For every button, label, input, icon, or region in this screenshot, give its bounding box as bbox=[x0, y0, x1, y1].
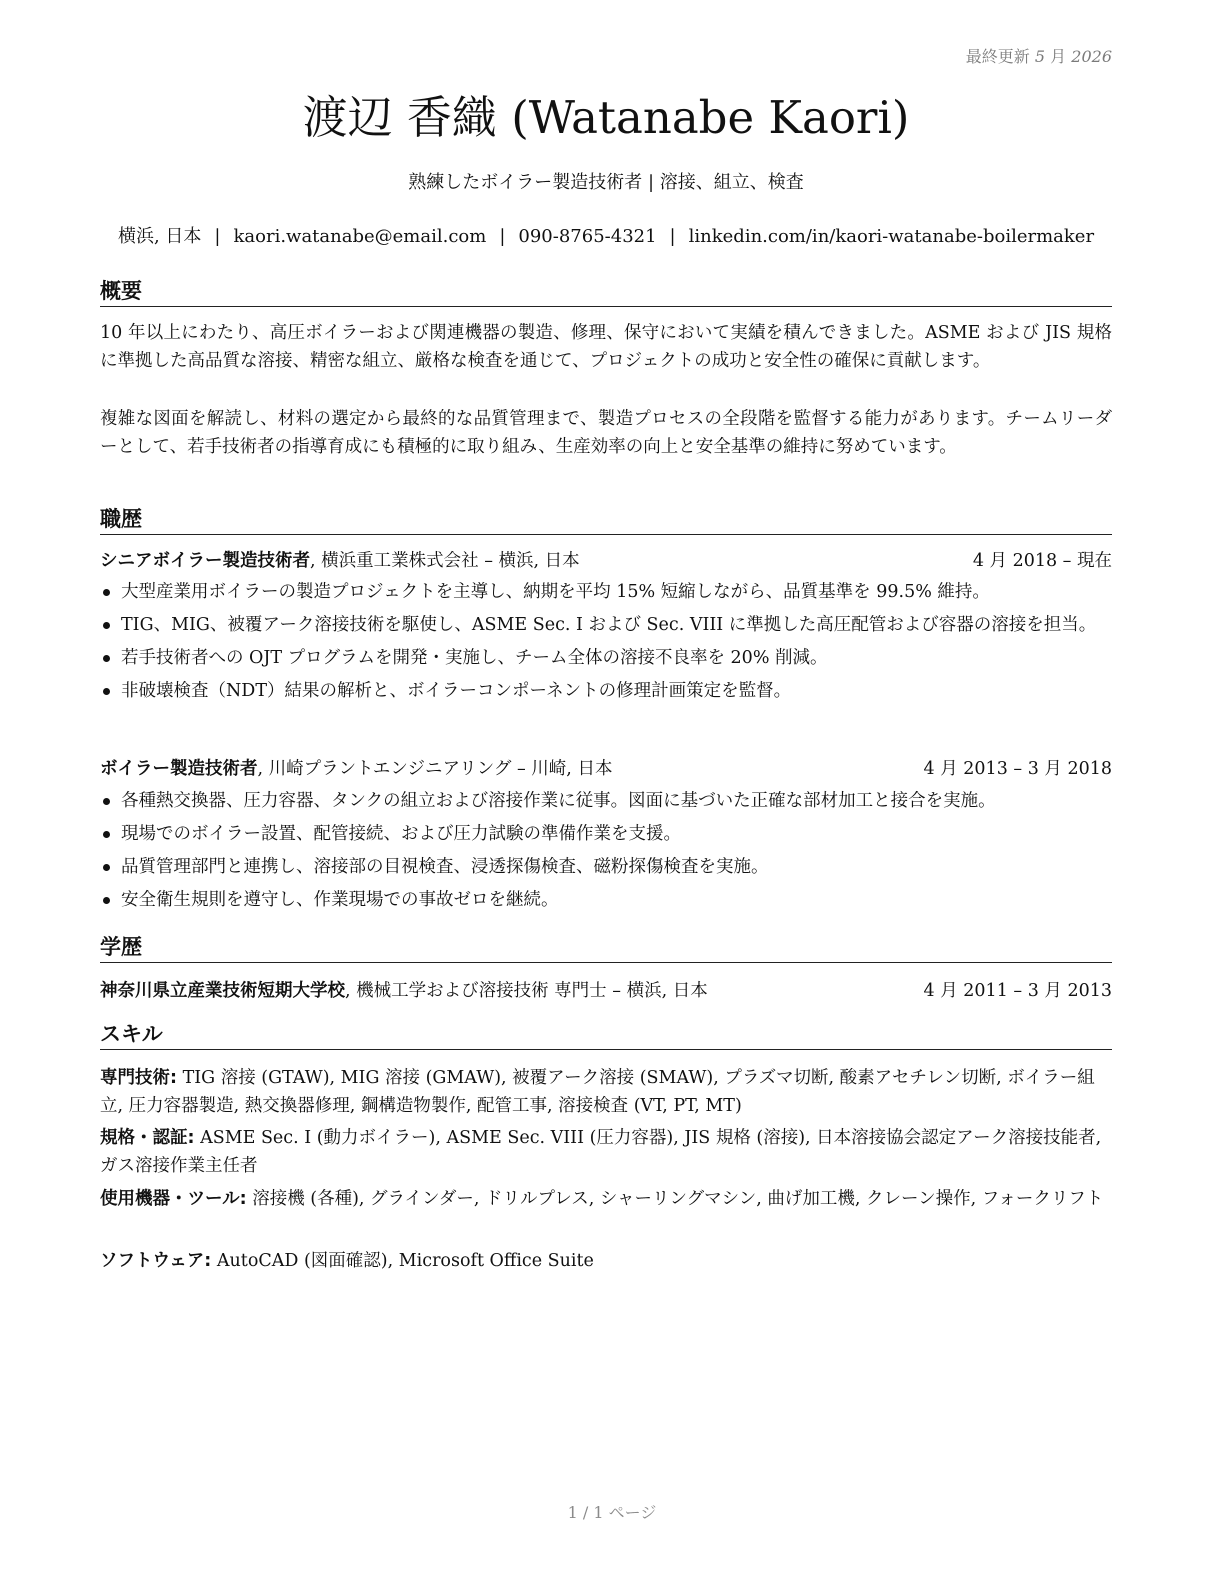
job-bullet: 若手技術者への OJT プログラムを開発・実施し、チーム全体の溶接不良率を 20% 削減。 bbox=[100, 645, 1112, 671]
last-updated-year: 2026 bbox=[1071, 47, 1112, 66]
skill-label: 専門技術: bbox=[100, 1068, 177, 1088]
skill-group bbox=[100, 1185, 1112, 1213]
job-bullet: 安全衛生規則を遵守し、作業現場での事故ゼロを継続。 bbox=[100, 887, 1112, 913]
contact-line bbox=[100, 224, 1112, 250]
job-dates: 4 月 2018 – 現在 bbox=[972, 551, 1112, 571]
skill-value: 溶接機 (各種), グラインダー, ドリルプレス, シャーリングマシン, 曲げ加工機, クレーン操作, フォークリフト bbox=[246, 1189, 1104, 1209]
skill-value: TIG 溶接 (GTAW), MIG 溶接 (GMAW), 被覆アーク溶接 (SMAW), プラズマ切断, 酸素アセチレン切断, ボイラー組立, 圧力容器製造, 熱交換器修理, 鋼構造物製作, 配管工事, 溶接検査 (VT, PT, MT) bbox=[100, 1068, 1095, 1116]
page-number: 1 / 1 ページ bbox=[567, 1503, 657, 1522]
section-title-summary: 概要 bbox=[100, 277, 1112, 307]
education-school: 神奈川県立産業技術短期大学校 bbox=[100, 981, 345, 1001]
job-header bbox=[100, 756, 1112, 782]
job-bullet: 現場でのボイラー設置、配管接続、および圧力試験の準備作業を支援。 bbox=[100, 821, 1112, 847]
candidate-name: 渡辺 香織 (Watanabe Kaori) bbox=[302, 91, 910, 144]
job-company: , 川崎プラントエンジニアリング – 川崎, 日本 bbox=[257, 759, 613, 779]
job-company: , 横浜重工業株式会社 – 横浜, 日本 bbox=[310, 551, 580, 571]
job-role: シニアボイラー製造技術者 bbox=[100, 551, 310, 571]
resume-page bbox=[100, 0, 1112, 1584]
job-bullets bbox=[100, 788, 1112, 920]
skill-group bbox=[100, 1124, 1112, 1180]
skill-group bbox=[100, 1247, 1112, 1275]
summary-paragraph: 10 年以上にわたり、高圧ボイラーおよび関連機器の製造、修理、保守において実績を積んできました。ASME および JIS 規格に準拠した高品質な溶接、精密な組立、厳格な検査を通じて、プロジェクトの成功と安全性の確保に貢献します。 bbox=[100, 323, 1112, 371]
contact-location: 横浜, 日本 bbox=[117, 226, 202, 247]
education-detail: , 機械工学および溶接技術 専門士 – 横浜, 日本 bbox=[345, 981, 708, 1001]
last-updated-label: 最終更新 bbox=[965, 47, 1030, 66]
job-bullet: 非破壊検査（NDT）結果の解析と、ボイラーコンポーネントの修理計画策定を監督。 bbox=[100, 678, 1112, 704]
last-updated-month-unit: 月 bbox=[1050, 47, 1067, 66]
section-title-education: 学歴 bbox=[100, 933, 1112, 963]
last-updated-month: 5 bbox=[1034, 47, 1046, 66]
contact-email[interactable]: kaori.watanabe@email.com bbox=[233, 226, 487, 247]
section-title-experience: 職歴 bbox=[100, 505, 1112, 535]
job-bullet: 品質管理部門と連携し、溶接部の目視検査、浸透探傷検査、磁粉探傷検査を実施。 bbox=[100, 854, 1112, 880]
job-bullet: 各種熱交換器、圧力容器、タンクの組立および溶接作業に従事。図面に基づいた正確な部材加工と接合を実施。 bbox=[100, 788, 1112, 814]
education-dates: 4 月 2011 – 3 月 2013 bbox=[923, 981, 1112, 1001]
contact-separator: | bbox=[669, 226, 676, 247]
skill-label: 規格・認証: bbox=[100, 1128, 195, 1148]
last-updated bbox=[966, 44, 1112, 67]
job-header bbox=[100, 548, 1112, 574]
contact-phone[interactable]: 090-8765-4321 bbox=[518, 226, 657, 247]
job-bullets bbox=[100, 579, 1112, 711]
job-dates: 4 月 2013 – 3 月 2018 bbox=[923, 759, 1112, 779]
contact-separator: | bbox=[499, 226, 506, 247]
education-entry bbox=[100, 978, 1112, 1004]
job-bullet: TIG、MIG、被覆アーク溶接技術を駆使し、ASME Sec. I および Sec. VIII に準拠した高圧配管および容器の溶接を担当。 bbox=[100, 612, 1112, 638]
job-bullet: 大型産業用ボイラーの製造プロジェクトを主導し、納期を平均 15% 短縮しながら、品質基準を 99.5% 維持。 bbox=[100, 579, 1112, 605]
job-role: ボイラー製造技術者 bbox=[100, 759, 258, 779]
section-title-skills: スキル bbox=[100, 1020, 1112, 1050]
contact-linkedin[interactable]: linkedin.com/in/kaori-watanabe-boilermaker bbox=[688, 226, 1095, 247]
contact-separator: | bbox=[214, 226, 221, 247]
skill-value: ASME Sec. I (動力ボイラー), ASME Sec. VIII (圧力容器), JIS 規格 (溶接), 日本溶接協会認定アーク溶接技能者, ガス溶接作業主任者 bbox=[100, 1128, 1102, 1176]
candidate-tagline: 熟練したボイラー製造技術者 | 溶接、組立、検査 bbox=[408, 172, 804, 193]
summary-paragraph: 複雑な図面を解読し、材料の選定から最終的な品質管理まで、製造プロセスの全段階を監督する能力があります。チームリーダーとして、若手技術者の指導育成にも積極的に取り組み、生産効率の向上と安全基準の維持に努めています。 bbox=[100, 409, 1112, 457]
skill-value: AutoCAD (図面確認), Microsoft Office Suite bbox=[211, 1251, 594, 1271]
skill-label: ソフトウェア: bbox=[100, 1251, 212, 1271]
skill-label: 使用機器・ツール: bbox=[100, 1189, 247, 1209]
skill-group bbox=[100, 1064, 1112, 1120]
